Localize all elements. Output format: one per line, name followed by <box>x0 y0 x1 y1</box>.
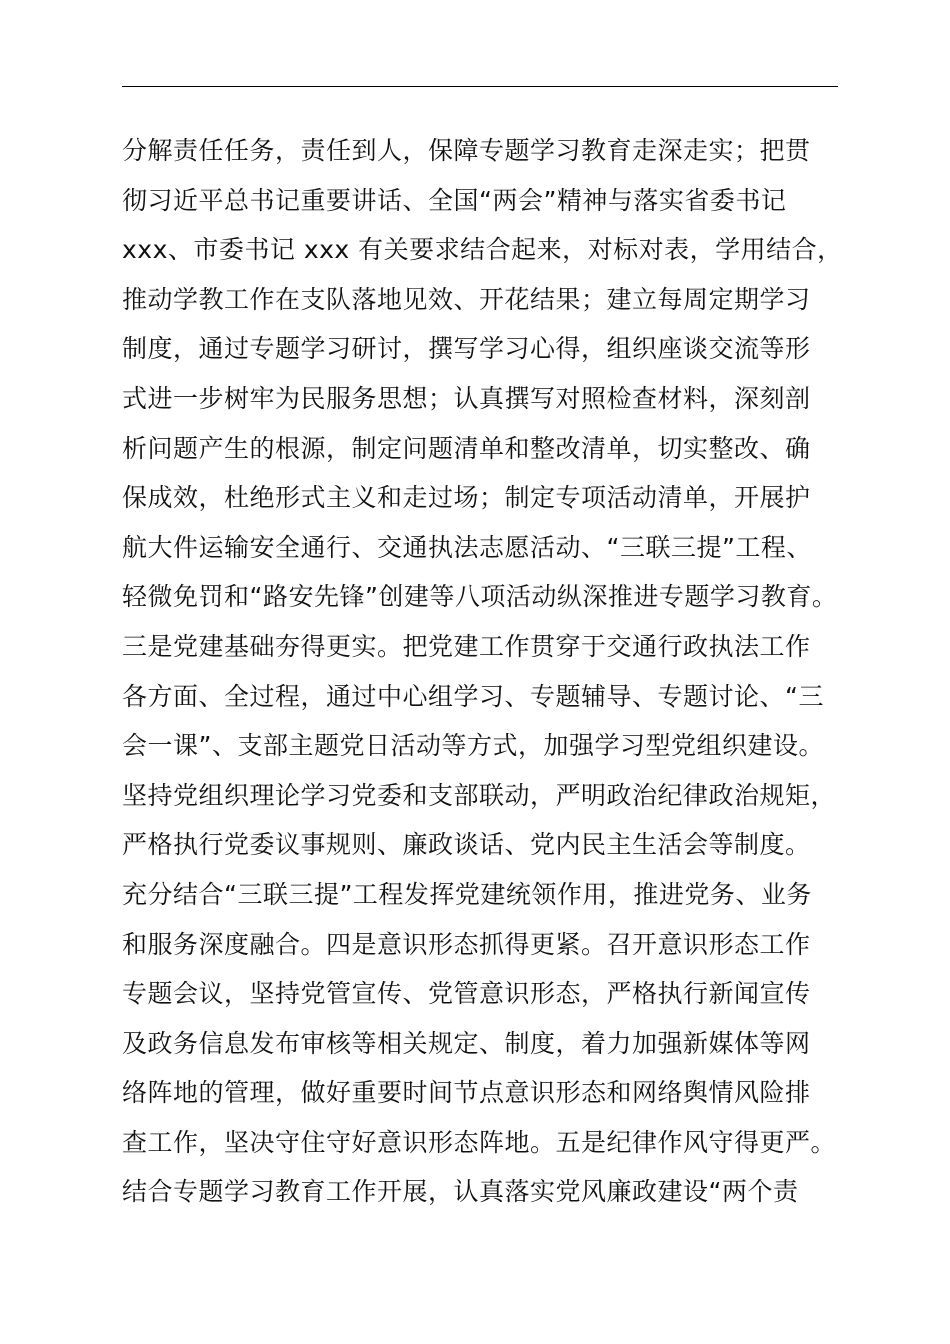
text-line: 专题会议，坚持党管宣传、党管意识形态，严格执行新闻宣传 <box>122 979 811 1009</box>
text-line: 保成效，杜绝形式主义和走过场；制定专项活动清单，开展护 <box>122 483 811 513</box>
text-line: 航大件运输安全通行、交通执法志愿活动、“三联三提”工程、 <box>122 532 812 562</box>
body-text <box>122 126 852 1217</box>
text-line: 推动学教工作在支队落地见效、开花结果；建立每周定期学习 <box>122 284 811 314</box>
text-line: 三是党建基础夯得更实。把党建工作贯穿于交通行政执法工作 <box>122 631 811 661</box>
text-line: 彻习近平总书记重要讲话、全国“两会”精神与落实省委书记 <box>122 185 787 215</box>
text-line: 查工作，坚决守住守好意识形态阵地。五是纪律作风守得更严。 <box>122 1127 837 1157</box>
text-line: 络阵地的管理，做好重要时间节点意识形态和网络舆情风险排 <box>122 1078 811 1108</box>
text-line: 和服务深度融合。四是意识形态抓得更紧。召开意识形态工作 <box>122 929 811 959</box>
text-line: 制度，通过专题学习研讨，撰写学习心得，组织座谈交流等形 <box>122 334 811 364</box>
text-line: xxx、市委书记 xxx 有关要求结合起来，对标对表，学用结合， <box>122 235 843 265</box>
text-line: 析问题产生的根源，制定问题清单和整改清单，切实整改、确 <box>122 433 811 463</box>
text-line: 及政务信息发布审核等相关规定、制度，着力加强新媒体等网 <box>122 1028 811 1058</box>
header-rule <box>122 86 838 87</box>
text-line: 严格执行党委议事规则、廉政谈话、党内民主生活会等制度。 <box>122 830 811 860</box>
text-line: 式进一步树牢为民服务思想；认真撰写对照检查材料，深刻剖 <box>122 383 811 413</box>
text-line: 轻微免罚和“路安先锋”创建等八项活动纵深推进专题学习教育。 <box>122 582 838 612</box>
text-line: 结合专题学习教育工作开展，认真落实党风廉政建设“两个责 <box>122 1177 799 1207</box>
text-line: 各方面、全过程，通过中心组学习、专题辅导、专题讨论、“三 <box>122 681 824 711</box>
text-line: 充分结合“三联三提”工程发挥党建统领作用，推进党务、业务 <box>122 879 812 909</box>
text-line: 坚持党组织理论学习党委和支部联动，严明政治纪律政治规矩， <box>122 780 837 810</box>
text-line: 会一课”、支部主题党日活动等方式，加强学习型党组织建设。 <box>122 731 824 761</box>
text-line: 分解责任任务，责任到人，保障专题学习教育走深走实；把贯 <box>122 136 811 165</box>
